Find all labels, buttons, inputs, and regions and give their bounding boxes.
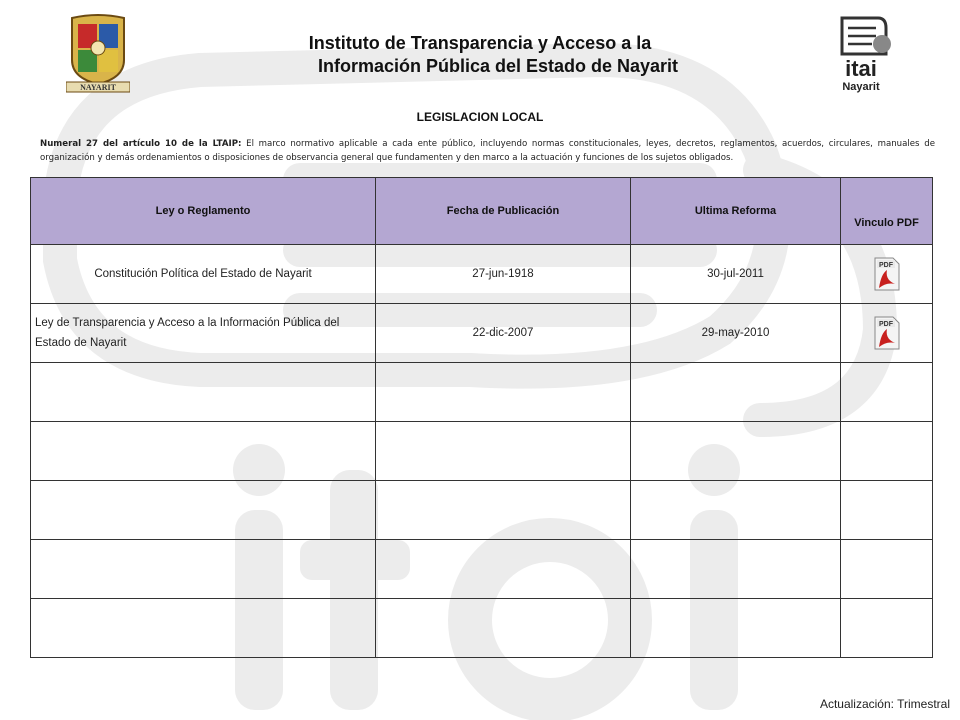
update-frequency: Actualización: Trimestral xyxy=(819,697,950,711)
last-reform-date: 29-may-2010 xyxy=(631,304,841,363)
publication-date: 27-jun-1918 xyxy=(376,245,631,304)
itai-logo-text: itai xyxy=(845,56,877,81)
pdf-link-cell xyxy=(841,304,933,363)
header-pdf-link: Vinculo PDF xyxy=(841,178,933,245)
law-name: Constitución Política del Estado de Nayarit xyxy=(31,245,376,304)
pdf-icon[interactable] xyxy=(873,256,901,292)
table-row-empty xyxy=(31,540,933,599)
header-last-reform: Ultima Reforma xyxy=(631,178,841,245)
table-header-row xyxy=(31,178,933,245)
table-row-empty xyxy=(31,599,933,658)
pdf-link-cell xyxy=(841,245,933,304)
last-reform-date: 30-jul-2011 xyxy=(631,245,841,304)
section-title: LEGISLACION LOCAL xyxy=(416,110,544,124)
numeral-label: Numeral 27 del artículo 10 de la LTAIP: xyxy=(40,139,242,149)
itai-nayarit-logo xyxy=(828,14,894,96)
table-row-empty xyxy=(31,422,933,481)
pdf-icon[interactable] xyxy=(873,315,901,351)
pdf-icon-label: PDF xyxy=(878,262,893,269)
header-law: Ley o Reglamento xyxy=(31,178,376,245)
numeral-description xyxy=(40,137,935,165)
table-row-empty xyxy=(31,481,933,540)
pdf-icon-label: PDF xyxy=(878,321,893,328)
institute-title xyxy=(230,32,730,78)
nayarit-logo-text: NAYARIT xyxy=(80,83,116,92)
nayarit-coat-of-arms-logo xyxy=(66,12,130,94)
publication-date: 22-dic-2007 xyxy=(376,304,631,363)
numeral-text: El marco normativo aplicable a cada ente público, incluyendo normas constitucionales, leyes, decretos, reglamentos, acuerdos, circulares, manuales de organización y demás ordenamientos o disposiciones de observancia general que fundamenten y den marco a la actuación y funciones de los sujetos obligados. xyxy=(40,139,935,163)
table-row xyxy=(31,245,933,304)
table-row xyxy=(31,304,933,363)
title-line-2: Información Pública del Estado de Nayarit xyxy=(317,56,679,76)
legislation-table xyxy=(30,177,933,658)
nayarit-logo-subtext: Nayarit xyxy=(842,81,880,93)
title-line-1: Instituto de Transparencia y Acceso a la xyxy=(308,33,652,53)
table-row-empty xyxy=(31,363,933,422)
law-name: Ley de Transparencia y Acceso a la Información Pública del Estado de Nayarit xyxy=(31,304,376,363)
header-publication-date: Fecha de Publicación xyxy=(376,178,631,245)
